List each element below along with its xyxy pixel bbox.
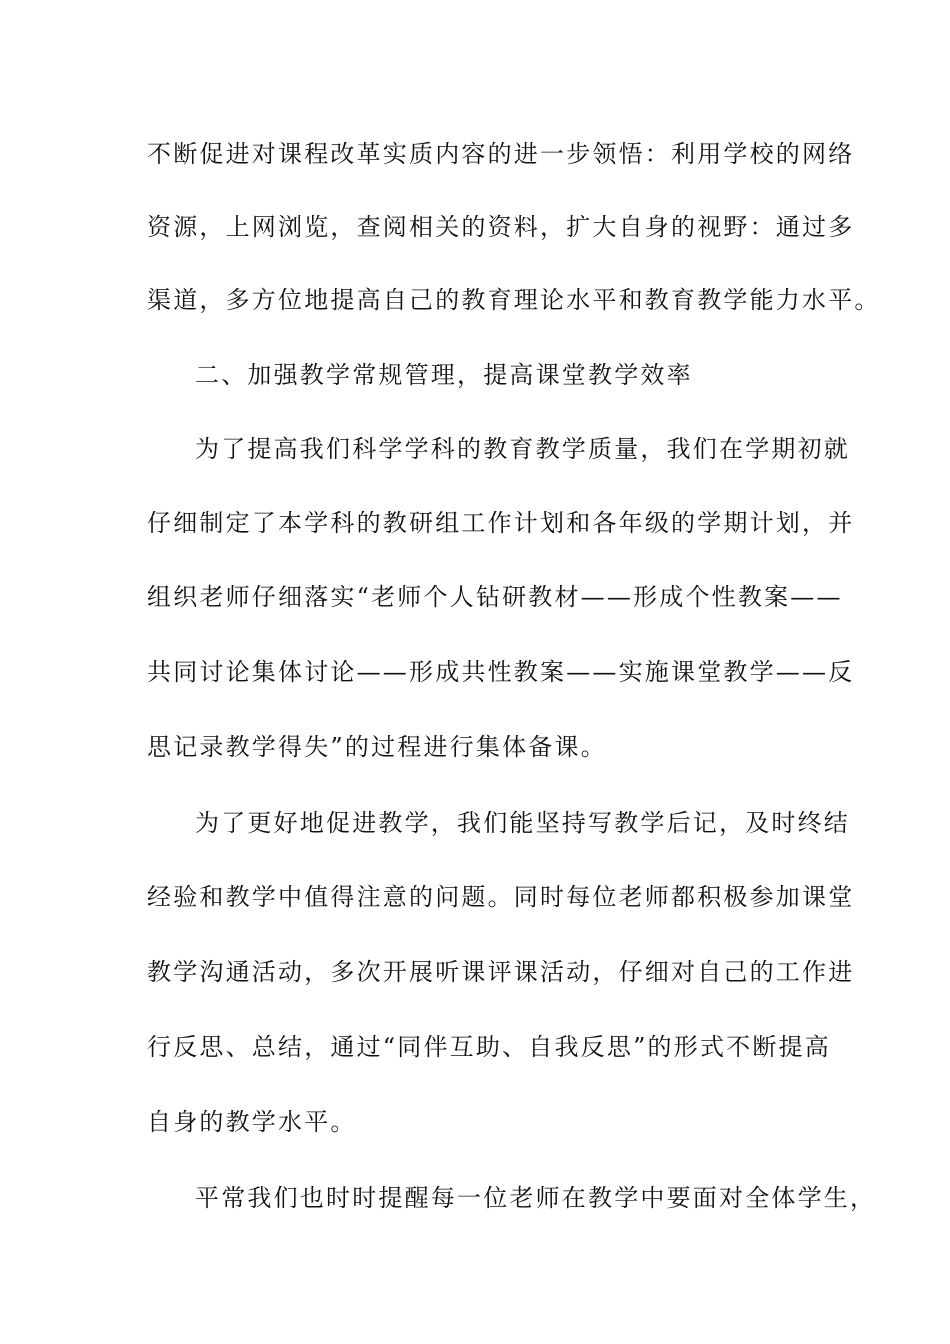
text-line: 平常我们也时时提醒每一位老师在教学中要面对全体学生， bbox=[195, 1184, 877, 1212]
text-line: 自身的教学水平。 bbox=[147, 1108, 357, 1136]
text-line: 资源，上网浏览，查阅相关的资料，扩大自身的视野：通过多 bbox=[147, 213, 855, 241]
text-line: 为了更好地促进教学，我们能坚持写教学后记，及时终结 bbox=[195, 809, 850, 837]
text-line: 共同讨论集体讨论——形成共性教案——实施课堂教学——反 bbox=[147, 658, 855, 686]
text-line: 思记录教学得失”的过程进行集体备课。 bbox=[147, 733, 607, 761]
text-line: 仔细制定了本学科的教研组工作计划和各年级的学期计划，并 bbox=[147, 509, 855, 537]
text-line: 经验和教学中值得注意的问题。同时每位老师都积极参加课堂 bbox=[147, 883, 855, 911]
text-line: 组织老师仔细落实“老师个人钻研教材——形成个性教案—— bbox=[147, 583, 843, 611]
text-line: 行反思、总结，通过“同伴互助、自我反思”的形式不断提高 bbox=[147, 1033, 831, 1061]
text-line: 渠道，多方位地提高自己的教育理论水平和教育教学能力水平。 bbox=[147, 286, 881, 314]
section-heading: 二、加强教学常规管理，提高课堂教学效率 bbox=[195, 361, 693, 389]
text-line: 教学沟通活动，多次开展听课评课活动，仔细对自己的工作进 bbox=[147, 958, 855, 986]
text-line: 为了提高我们科学学科的教育教学质量，我们在学期初就 bbox=[195, 435, 850, 463]
text-line: 不断促进对课程改革实质内容的进一步领悟：利用学校的网络 bbox=[147, 140, 855, 168]
